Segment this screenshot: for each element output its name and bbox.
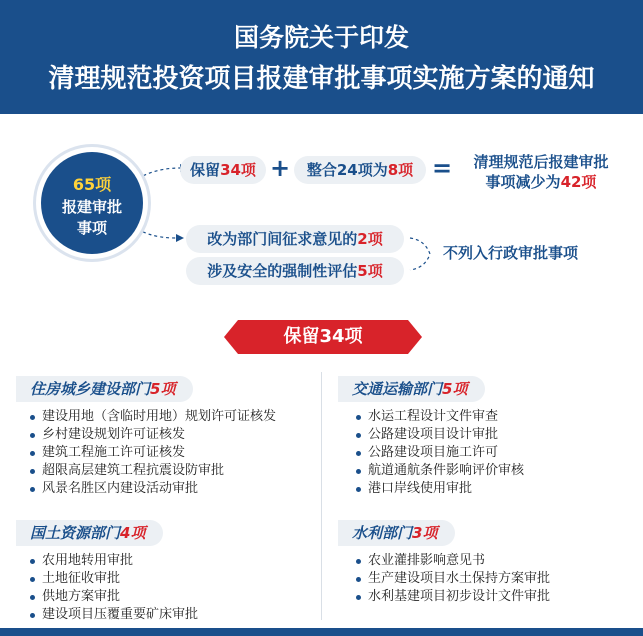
merge-prefix: 整合24项为	[306, 161, 388, 179]
list-item: 土地征收审批	[28, 570, 198, 588]
list-item: 风景名胜区内建设活动审批	[28, 480, 276, 498]
list-item: 农用地转用审批	[28, 552, 198, 570]
result-text-2	[461, 171, 621, 192]
dept-land-count: 4项	[120, 524, 146, 542]
list-item: 建筑工程施工许可证核发	[28, 444, 276, 462]
dept-land	[16, 520, 163, 546]
list-item: 建设项目压覆重要矿床审批	[28, 606, 198, 624]
dept-housing	[16, 376, 193, 402]
title-line-1: 国务院关于印发	[233, 23, 409, 52]
total-count: 65项	[72, 175, 112, 194]
keep-pill	[180, 156, 266, 184]
keep-prefix: 保留	[190, 161, 221, 179]
circle-label-2: 事项	[76, 219, 107, 237]
dept-land-name: 国土资源部门	[30, 524, 121, 542]
list-item: 公路建设项目施工许可	[354, 444, 524, 462]
housing-items	[28, 408, 276, 498]
footer-bar	[0, 628, 643, 636]
equals-sign: =	[432, 154, 453, 182]
dept-transport-count: 5项	[442, 380, 468, 398]
not-administrative-note: 不列入行政审批事项	[443, 244, 579, 262]
dept-transport-name: 交通运输部门	[352, 380, 443, 398]
dept-water	[338, 520, 455, 546]
dept-water-name: 水利部门	[352, 524, 413, 542]
list-item: 港口岸线使用审批	[354, 480, 524, 498]
change-pill-2	[186, 257, 404, 285]
change2-prefix: 涉及安全的强制性评估	[207, 262, 358, 280]
dept-water-count: 3项	[412, 524, 438, 542]
list-item: 超限高层建筑工程抗震设防审批	[28, 462, 276, 480]
list-item: 供地方案审批	[28, 588, 198, 606]
keep-banner: 保留34项	[238, 320, 408, 354]
list-item: 水利基建项目初步设计文件审批	[354, 588, 550, 606]
change2-value: 5项	[357, 262, 383, 280]
result-value: 42项	[560, 173, 597, 191]
dept-housing-count: 5项	[150, 380, 176, 398]
result-prefix: 事项减少为	[485, 173, 561, 191]
merge-value: 8项	[387, 161, 414, 179]
result-text-1: 清理规范后报建审批	[473, 153, 609, 171]
title-line-2: 清理规范投资项目报建审批事项实施方案的通知	[48, 64, 595, 94]
dept-transport	[338, 376, 485, 402]
list-item: 生产建设项目水土保持方案审批	[354, 570, 550, 588]
column-divider	[321, 372, 322, 620]
change1-prefix: 改为部门间征求意见的	[207, 230, 358, 248]
list-item: 农业灌排影响意见书	[354, 552, 550, 570]
list-item: 公路建设项目设计审批	[354, 426, 524, 444]
list-item: 航道通航条件影响评价审核	[354, 462, 524, 480]
merge-pill	[294, 156, 426, 184]
land-items	[28, 552, 198, 624]
keep-value: 34项	[220, 161, 256, 179]
transport-items	[354, 408, 524, 498]
total-count-circle	[41, 152, 143, 254]
circle-label-1: 报建审批	[61, 198, 122, 216]
change-pill-1	[186, 225, 404, 253]
list-item: 水运工程设计文件审查	[354, 408, 524, 426]
water-items	[354, 552, 550, 606]
list-item: 乡村建设规划许可证核发	[28, 426, 276, 444]
plus-sign: +	[270, 154, 291, 182]
list-item: 建设用地（含临时用地）规划许可证核发	[28, 408, 276, 426]
dept-housing-name: 住房城乡建设部门	[30, 380, 151, 398]
change1-value: 2项	[357, 230, 383, 248]
